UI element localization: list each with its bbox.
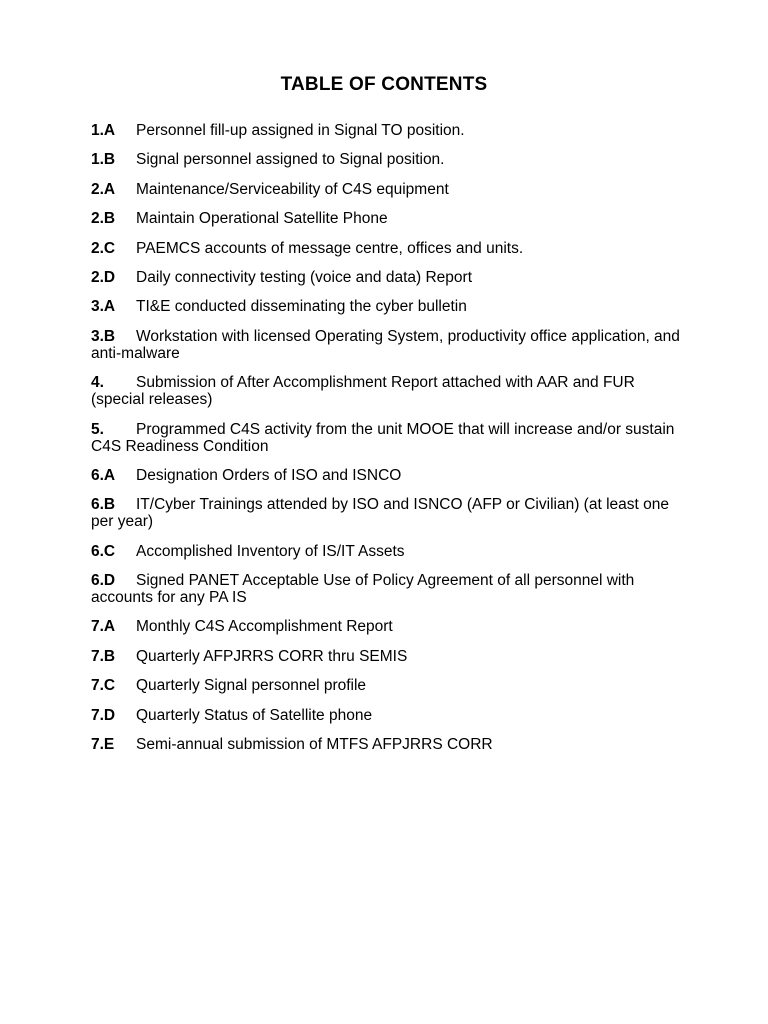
toc-item-text: Quarterly Status of Satellite phone [136,706,373,724]
toc-item-number: 7.E [91,736,115,754]
toc-item-number: 1.B [91,151,116,169]
toc-item-number: 5. [91,420,104,438]
toc-item [91,707,681,724]
toc-item-text: Programmed C4S activity from the unit MOOE that will increase and/or sustain C4S Readiness Condition [91,420,675,455]
toc-item [91,181,681,198]
toc-item [91,374,681,408]
page-title: TABLE OF CONTENTS [280,74,488,95]
toc-item-text: Submission of After Accomplishment Report attached with AAR and FUR (special releases) [91,374,635,409]
toc-item-text: Quarterly Signal personnel profile [136,677,367,695]
toc-item-text: Accomplished Inventory of IS/IT Assets [136,542,405,560]
toc-item-number: 2.C [91,239,116,257]
toc-item-number: 3.A [91,298,116,316]
toc-item-text: PAEMCS accounts of message centre, offices and units. [136,239,524,257]
toc-item-text: TI&E conducted disseminating the cyber bulletin [136,298,467,316]
toc-item-text: IT/Cyber Trainings attended by ISO and ISNCO (AFP or Civilian) (at least one per year) [91,496,669,531]
toc-item [91,298,681,315]
toc-item [91,122,681,139]
toc-item-number: 7.C [91,677,116,695]
toc-item [91,736,681,753]
toc-item [91,421,681,455]
toc-item-number: 4. [91,374,104,392]
toc-item-text: Personnel fill-up assigned in Signal TO position. [136,122,465,139]
toc-item-text: Workstation with licensed Operating System, productivity office application, and anti-malware [91,327,680,362]
toc-item-text: Signal personnel assigned to Signal position. [136,151,445,169]
toc-list [91,122,681,765]
toc-item [91,618,681,635]
toc-item [91,496,681,530]
toc-item-text: Maintenance/Serviceability of C4S equipment [136,180,449,198]
toc-item-number: 2.B [91,210,116,228]
toc-item-number: 6.D [91,572,116,590]
toc-item-text: Signed PANET Acceptable Use of Policy Agreement of all personnel with accounts for any PA IS [91,572,635,607]
toc-item [91,648,681,665]
toc-item-number: 2.A [91,180,116,198]
toc-item-number: 3.B [91,327,116,345]
toc-item [91,328,681,362]
toc-item [91,572,681,606]
toc-item-number: 6.B [91,496,116,514]
toc-item-number: 7.A [91,618,116,636]
toc-item [91,240,681,257]
toc-item [91,467,681,484]
toc-item-number: 7.D [91,706,116,724]
toc-item-number: 6.C [91,542,116,560]
toc-item-text: Daily connectivity testing (voice and data) Report [136,268,472,286]
toc-item-number: 2.D [91,268,116,286]
toc-item-text: Maintain Operational Satellite Phone [136,210,388,228]
toc-item [91,677,681,694]
toc-item-number: 1.A [91,122,116,139]
toc-item-text: Quarterly AFPJRRS CORR thru SEMIS [136,647,408,665]
toc-item [91,210,681,227]
toc-item-number: 7.B [91,647,116,665]
toc-item-text: Monthly C4S Accomplishment Report [136,618,393,636]
toc-item [91,269,681,286]
toc-item-text: Designation Orders of ISO and ISNCO [136,466,402,484]
toc-item [91,151,681,168]
toc-item-text: Semi-annual submission of MTFS AFPJRRS CORR [136,736,493,754]
toc-item [91,543,681,560]
toc-item-number: 6.A [91,466,116,484]
